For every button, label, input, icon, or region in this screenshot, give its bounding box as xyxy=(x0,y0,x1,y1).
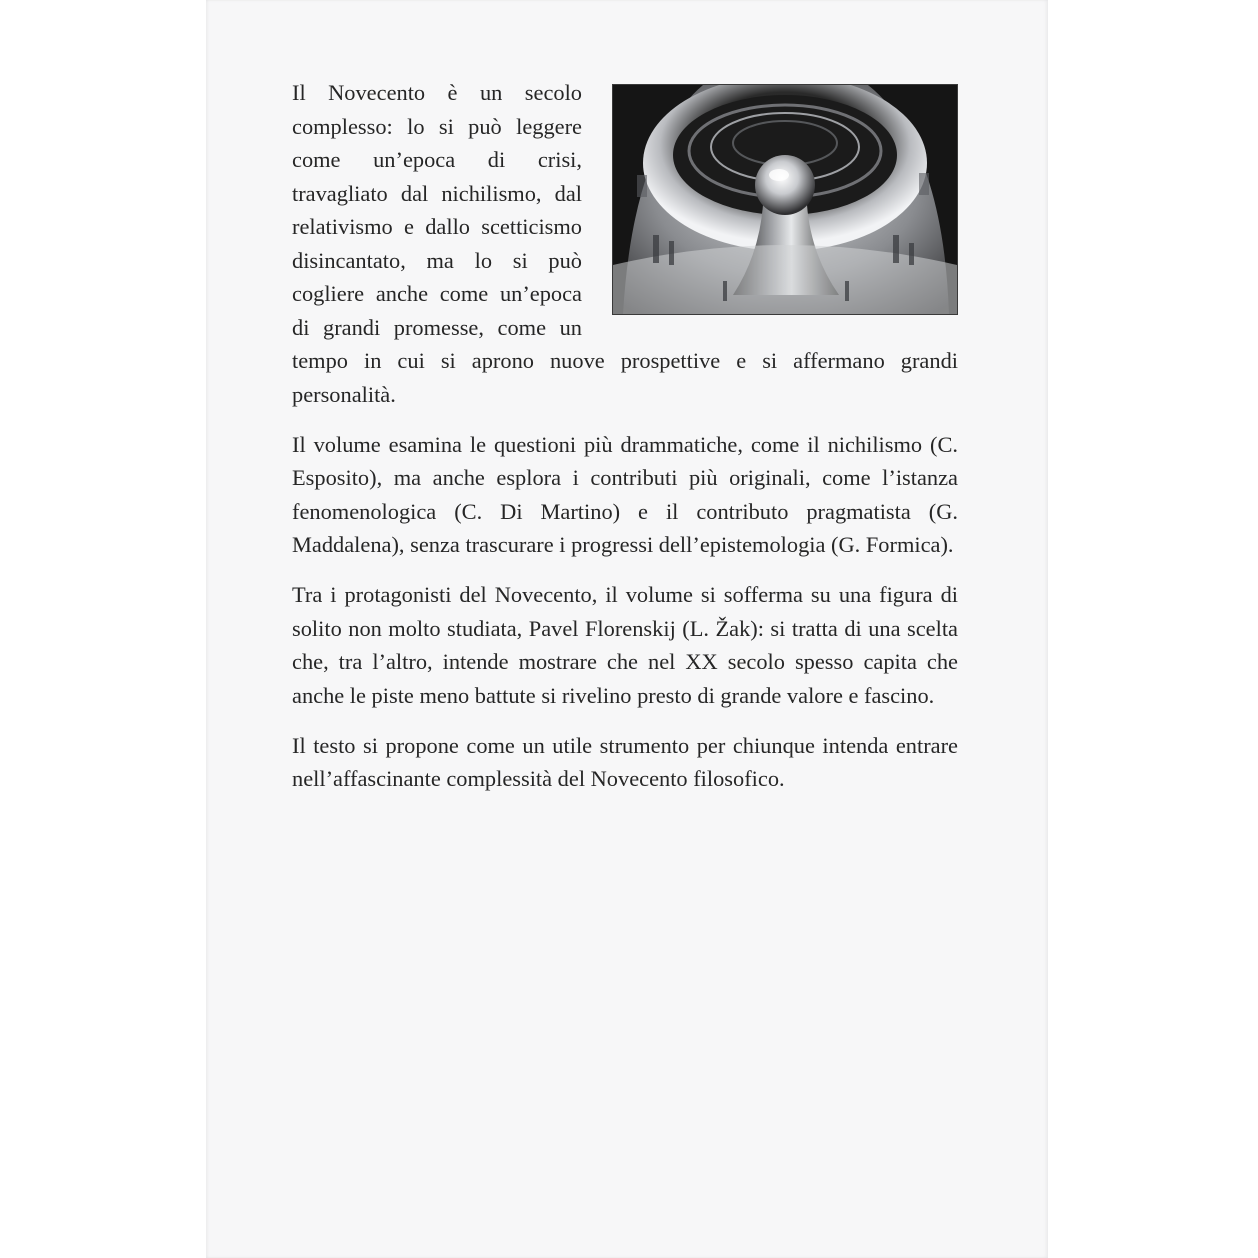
paragraph-4: Il testo si propone come un utile strumento per chiunque intenda entrare nell’affascinante complessità del Novecento filosofico. xyxy=(292,732,958,791)
paragraph-3: Tra i protagonisti del Novecento, il volume si sofferma su una figura di solito non molto studiata, Pavel Florenskij (L. Žak): si tratta di una scelta che, tra l’altro, intende mostrare che nel XX secolo spesso capita che anche le piste meno battute si rivelino presto di grande valore e fascino. xyxy=(292,582,958,708)
paragraph-2: Il volume esamina le questioni più drammatiche, come il nichilismo (C. Esposito), ma anche esplora i contributi più originali, come l’istanza fenomenologica (C. Di Martino) e il contributo pragmatista (G. Maddalena), senza trascurare i progressi dell’epistemologia (G. Formica). xyxy=(292,431,958,557)
paragraph-1: Il Novecento è un secolo complesso: lo si può leggere come un’epoca di crisi, travagliato dal nichilismo, dal relativismo e dallo scetticismo disincantato, ma lo si può cogliere anche come un’epoca di grandi promesse, come un tempo in cui si aprono nuove prospettive e si affermano grandi personalità. xyxy=(292,80,958,407)
blurb-text xyxy=(292,76,958,812)
reflective-sculpture-photo xyxy=(612,84,958,315)
photo-image xyxy=(613,85,957,314)
